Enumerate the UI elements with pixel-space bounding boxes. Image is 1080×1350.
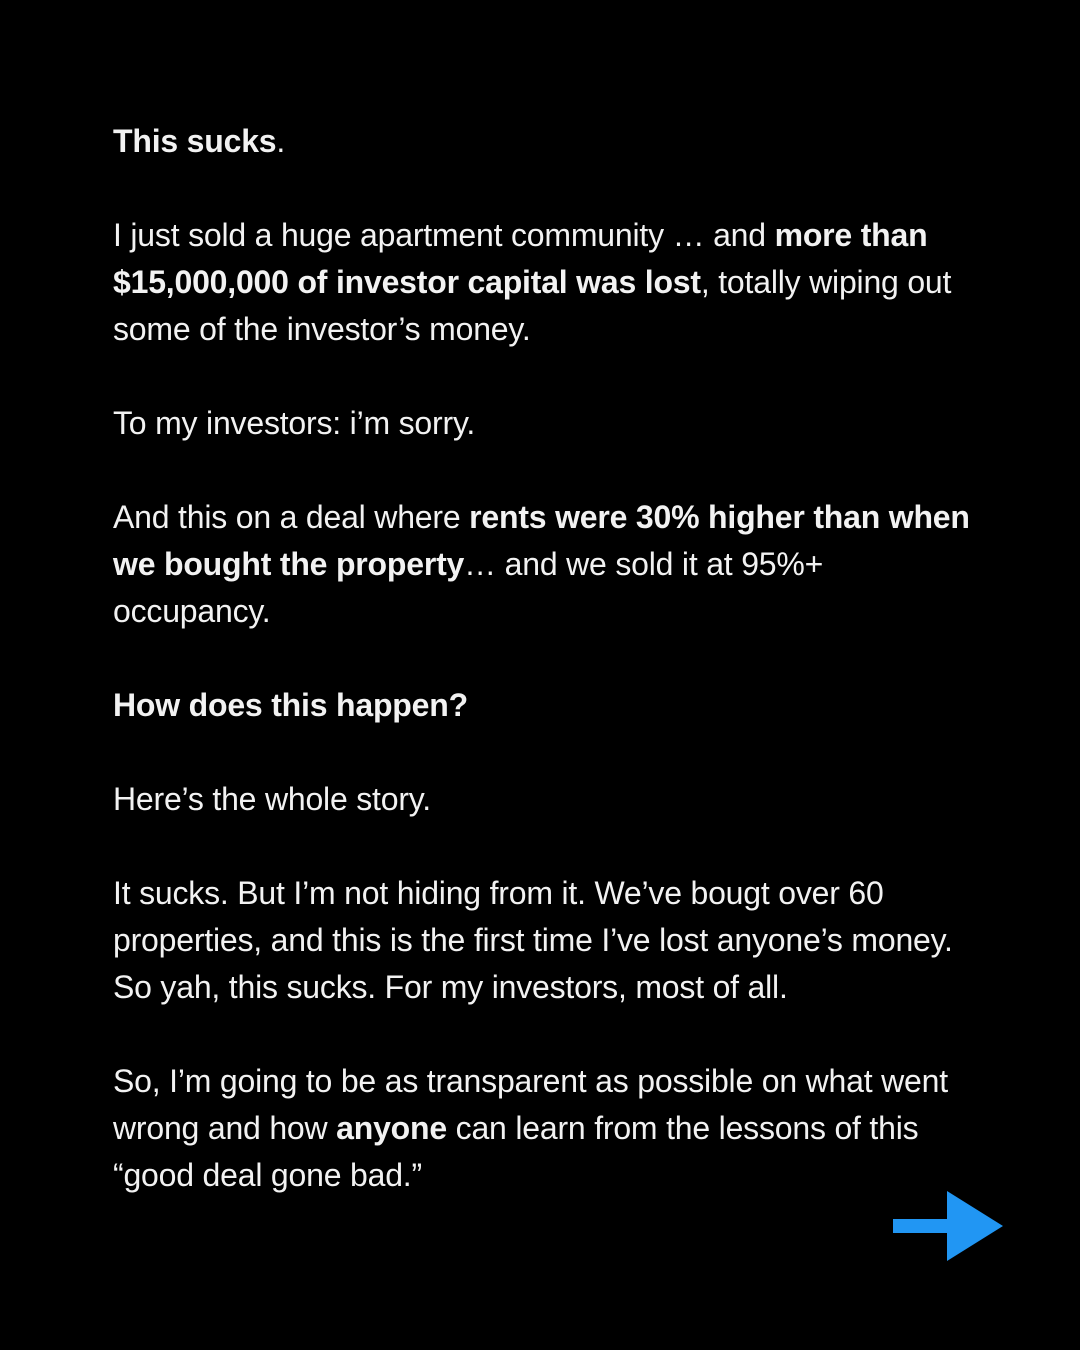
paragraph-rents [113, 494, 983, 635]
text: And this on a deal where [113, 499, 470, 535]
paragraph-question [113, 682, 983, 729]
bold-text: anyone [336, 1110, 447, 1146]
text: So, I’m going to be as transparent as possible on what went wrong and how [113, 1063, 948, 1146]
bold-text: rents were 30% higher than when we bought the property [113, 499, 970, 582]
paragraph-transparent [113, 1058, 983, 1199]
text: It sucks. But I’m not hiding from it. We’ve bougt over 60 properties, and this is the first time I’ve lost anyone’s money. So yah, this sucks. For my investors, most of all. [113, 875, 953, 1005]
paragraph-story [113, 776, 983, 823]
paragraph-not-hiding [113, 870, 983, 1011]
text: I just sold a huge apartment community … and [113, 217, 775, 253]
text: … and we sold it at 95%+ occupancy. [113, 546, 824, 629]
bold-text: This sucks [113, 123, 277, 159]
paragraph-apology [113, 400, 983, 447]
text: To my investors: i’m sorry. [113, 405, 476, 441]
bold-text: more than $15,000,000 of investor capital was lost [113, 217, 928, 300]
paragraph-intro [113, 118, 983, 165]
arrow-right-icon [891, 1189, 1005, 1263]
paragraph-sale [113, 212, 983, 353]
post-text [113, 118, 983, 1246]
text: can learn from the lessons of this “good deal gone bad.” [113, 1110, 919, 1193]
text: . [276, 123, 286, 159]
text: , totally wiping out some of the investor’s money. [113, 264, 952, 347]
bold-text: How does this happen? [113, 687, 468, 723]
next-slide-button[interactable] [891, 1189, 1005, 1263]
text: Here’s the whole story. [113, 781, 431, 817]
